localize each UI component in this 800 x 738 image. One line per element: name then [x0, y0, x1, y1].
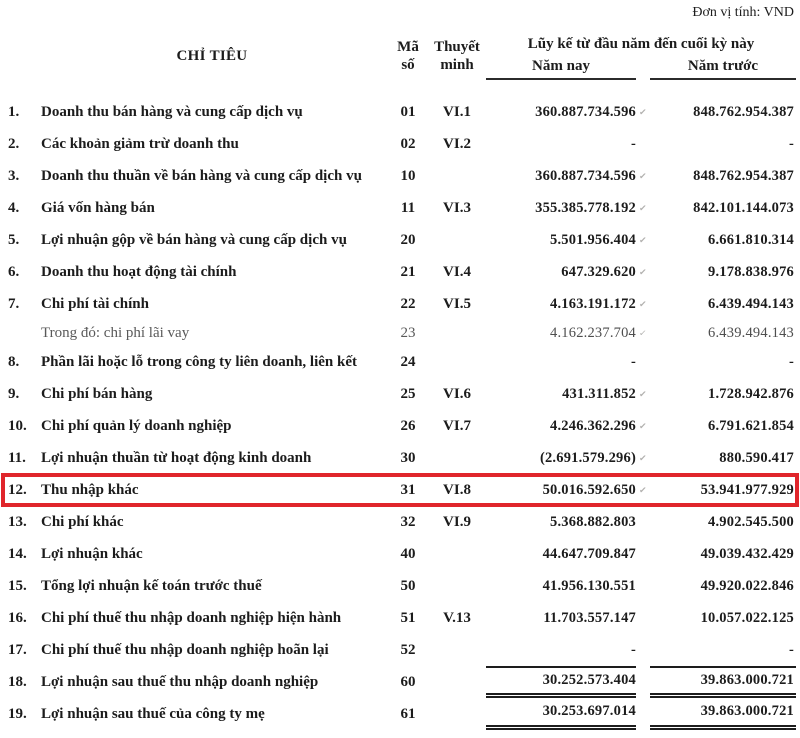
row-number: 2. [8, 135, 20, 152]
row-note-ref [428, 634, 486, 666]
row-title: Chi phí thuế thu nhập doanh nghiệp hiện hành [41, 609, 342, 626]
audit-tick-icon: ✓ [638, 234, 648, 245]
table-header [6, 32, 796, 80]
row-note-ref: V.13 [443, 609, 471, 626]
column-header-ma-so [388, 38, 428, 74]
row-amount-prior-year: 880.590.417 [719, 449, 794, 466]
row-code: 31 [400, 481, 416, 498]
row-amount-prior-year: 842.101.144.073 [693, 199, 794, 216]
row-amount-prior-year: 1.728.942.876 [708, 385, 794, 402]
row-title: Doanh thu hoạt động tài chính [41, 263, 237, 280]
row-note-ref [428, 160, 486, 192]
row-number: 12. [8, 481, 27, 498]
row-number: 14. [8, 545, 27, 562]
row-title: Lợi nhuận sau thuế thu nhập doanh nghiệp [41, 673, 319, 690]
row-title: Chi phí thuế thu nhập doanh nghiệp hoãn lại [41, 641, 329, 658]
row-title: Doanh thu bán hàng và cung cấp dịch vụ [41, 103, 303, 120]
row-title: Các khoản giảm trừ doanh thu [41, 135, 239, 152]
row-number: 18. [8, 673, 27, 690]
row-title: Lợi nhuận khác [41, 545, 143, 562]
column-header-chi-tieu: CHỈ TIÊU [176, 47, 248, 64]
row-amount-current-year: 30.252.573.404 [486, 666, 636, 698]
row-note-ref: VI.2 [443, 135, 471, 152]
table-row [6, 320, 796, 346]
row-code: 11 [400, 199, 416, 216]
row-code: 52 [400, 641, 416, 658]
row-number: 16. [8, 609, 27, 626]
row-title: Chi phí bán hàng [41, 385, 153, 402]
row-title: Lợi nhuận thuần từ hoạt động kinh doanh [41, 449, 312, 466]
row-amount-current-year: 41.956.130.551 [542, 577, 636, 594]
row-amount-current-year: 4.163.191.172 [550, 295, 636, 312]
audit-tick-icon: ✓ [638, 484, 648, 495]
row-code: 20 [400, 231, 416, 248]
row-code: 30 [400, 449, 416, 466]
row-title: Doanh thu thuần về bán hàng và cung cấp dịch vụ [41, 167, 362, 184]
table-row [6, 224, 796, 256]
audit-tick-icon: ✓ [638, 452, 648, 463]
column-header-ma-so-line2: số [401, 57, 415, 73]
row-note-ref: VI.7 [443, 417, 471, 434]
row-number: 1. [8, 103, 20, 120]
table-row [6, 378, 796, 410]
row-title: Chi phí tài chính [41, 295, 149, 312]
table-row [6, 160, 796, 192]
row-number: 3. [8, 167, 20, 184]
row-note-ref [428, 320, 486, 346]
row-note-ref: VI.8 [443, 481, 471, 498]
row-number: 8. [8, 353, 20, 370]
table-row [6, 634, 796, 666]
row-code: 61 [400, 705, 416, 722]
row-amount-current-year: 360.887.734.596 [535, 103, 636, 120]
row-amount-prior-year: 9.178.838.976 [708, 263, 794, 280]
row-amount-current-year: 360.887.734.596 [535, 167, 636, 184]
row-amount-current-year: - [630, 135, 636, 152]
unit-note: Đơn vị tính: VND [692, 5, 794, 20]
row-number: 10. [8, 417, 27, 434]
row-title: Giá vốn hàng bán [41, 199, 155, 216]
row-note-ref [428, 698, 486, 730]
row-note-ref: VI.4 [443, 263, 471, 280]
row-amount-current-year: (2.691.579.296) [539, 449, 636, 466]
column-header-nam-truoc: Năm trước [650, 58, 796, 80]
row-amount-current-year: 355.385.778.192 [535, 199, 636, 216]
row-amount-current-year: 5.501.956.404 [550, 231, 636, 248]
audit-tick-icon: ✓ [638, 388, 648, 399]
audit-tick-icon: ✓ [638, 327, 648, 338]
audit-tick-icon: ✓ [638, 266, 648, 277]
row-amount-prior-year: 6.791.621.854 [708, 417, 794, 434]
table-row [6, 192, 796, 224]
row-amount-current-year: - [630, 641, 636, 658]
row-amount-prior-year: 39.863.000.721 [650, 666, 796, 698]
row-amount-prior-year: 6.661.810.314 [708, 231, 794, 248]
row-code: 60 [400, 673, 416, 690]
audit-tick-icon: ✓ [638, 420, 648, 431]
table-row [6, 346, 796, 378]
row-amount-current-year: 5.368.882.803 [550, 513, 636, 530]
row-number: 4. [8, 199, 20, 216]
table-row [6, 474, 796, 506]
row-amount-prior-year: 4.902.545.500 [708, 513, 794, 530]
row-note-ref [428, 570, 486, 602]
table-row [6, 570, 796, 602]
row-code: 10 [400, 167, 416, 184]
row-title: Phần lãi hoặc lỗ trong công ty liên doanh, liên kết [41, 353, 358, 370]
row-amount-current-year: 50.016.592.650 [542, 481, 636, 498]
row-code: 23 [400, 324, 416, 341]
row-number: 9. [8, 385, 20, 402]
row-code: 24 [400, 353, 416, 370]
row-number: 11. [8, 449, 26, 466]
column-header-luy-ke: Lũy kế từ đầu năm đến cuối kỳ này [527, 36, 755, 52]
row-note-ref: VI.6 [443, 385, 471, 402]
table-row [6, 666, 796, 698]
row-number: 19. [8, 705, 27, 722]
row-note-ref [428, 538, 486, 570]
row-amount-prior-year: 49.039.432.429 [700, 545, 794, 562]
row-number: 6. [8, 263, 20, 280]
row-amount-current-year: - [630, 353, 636, 370]
row-amount-prior-year: 53.941.977.929 [700, 481, 794, 498]
column-header-thuyet-minh-line1: Thuyết [434, 39, 480, 55]
row-note-ref [428, 666, 486, 698]
row-title: Tổng lợi nhuận kế toán trước thuế [41, 577, 262, 594]
row-title: Chi phí khác [41, 513, 124, 530]
row-amount-current-year: 647.329.620 [561, 263, 636, 280]
column-header-nam-nay: Năm nay [486, 58, 636, 80]
row-number [6, 320, 36, 346]
table-row [6, 602, 796, 634]
row-amount-prior-year: 49.920.022.846 [700, 577, 794, 594]
row-number: 17. [8, 641, 27, 658]
column-header-thuyet-minh-line2: minh [440, 57, 474, 73]
row-amount-current-year: 4.162.237.704 [550, 324, 636, 341]
row-amount-prior-year: - [788, 641, 794, 658]
row-title: Lợi nhuận sau thuế của công ty mẹ [41, 705, 265, 722]
row-title: Thu nhập khác [41, 481, 139, 498]
row-note-ref [428, 442, 486, 474]
row-note-ref [428, 224, 486, 256]
row-title: Chi phí quản lý doanh nghiệp [41, 417, 232, 434]
table-row [6, 410, 796, 442]
row-amount-prior-year: 6.439.494.143 [708, 324, 794, 341]
row-code: 50 [400, 577, 416, 594]
row-amount-current-year: 30.253.697.014 [486, 698, 636, 730]
row-title: Lợi nhuận gộp về bán hàng và cung cấp dịch vụ [41, 231, 347, 248]
table-row [6, 506, 796, 538]
column-header-ma-so-line1: Mã [397, 39, 419, 55]
row-number: 5. [8, 231, 20, 248]
row-note-ref: VI.1 [443, 103, 471, 120]
column-header-thuyet-minh [428, 38, 486, 74]
table-row [6, 538, 796, 570]
row-amount-prior-year: 10.057.022.125 [700, 609, 794, 626]
table-row [6, 442, 796, 474]
row-amount-prior-year: 39.863.000.721 [650, 698, 796, 730]
row-code: 21 [400, 263, 416, 280]
row-amount-prior-year: - [788, 353, 794, 370]
audit-tick-icon: ✓ [638, 298, 648, 309]
report-table-body [6, 96, 796, 730]
audit-tick-icon: ✓ [638, 106, 648, 117]
row-note-ref [428, 346, 486, 378]
table-row [6, 256, 796, 288]
audit-tick-icon: ✓ [638, 202, 648, 213]
row-amount-prior-year: 848.762.954.387 [693, 167, 794, 184]
table-row [6, 96, 796, 128]
row-title: Trong đó: chi phí lãi vay [41, 324, 190, 341]
row-code: 25 [400, 385, 416, 402]
row-amount-current-year: 431.311.852 [562, 385, 636, 402]
row-note-ref: VI.3 [443, 199, 471, 216]
row-code: 51 [400, 609, 416, 626]
table-row [6, 288, 796, 320]
row-code: 22 [400, 295, 416, 312]
table-row [6, 698, 796, 730]
row-amount-current-year: 44.647.709.847 [542, 545, 636, 562]
row-amount-prior-year: 6.439.494.143 [708, 295, 794, 312]
row-number: 7. [8, 295, 20, 312]
row-amount-current-year: 11.703.557.147 [543, 609, 636, 626]
row-amount-prior-year: 848.762.954.387 [693, 103, 794, 120]
row-code: 01 [400, 103, 416, 120]
row-note-ref: VI.5 [443, 295, 471, 312]
row-code: 26 [400, 417, 416, 434]
row-code: 40 [400, 545, 416, 562]
table-row [6, 128, 796, 160]
audit-tick-icon: ✓ [638, 170, 648, 181]
row-amount-prior-year: - [788, 135, 794, 152]
row-amount-current-year: 4.246.362.296 [550, 417, 636, 434]
row-code: 02 [400, 135, 416, 152]
row-note-ref: VI.9 [443, 513, 471, 530]
row-code: 32 [400, 513, 416, 530]
row-number: 15. [8, 577, 27, 594]
row-number: 13. [8, 513, 27, 530]
